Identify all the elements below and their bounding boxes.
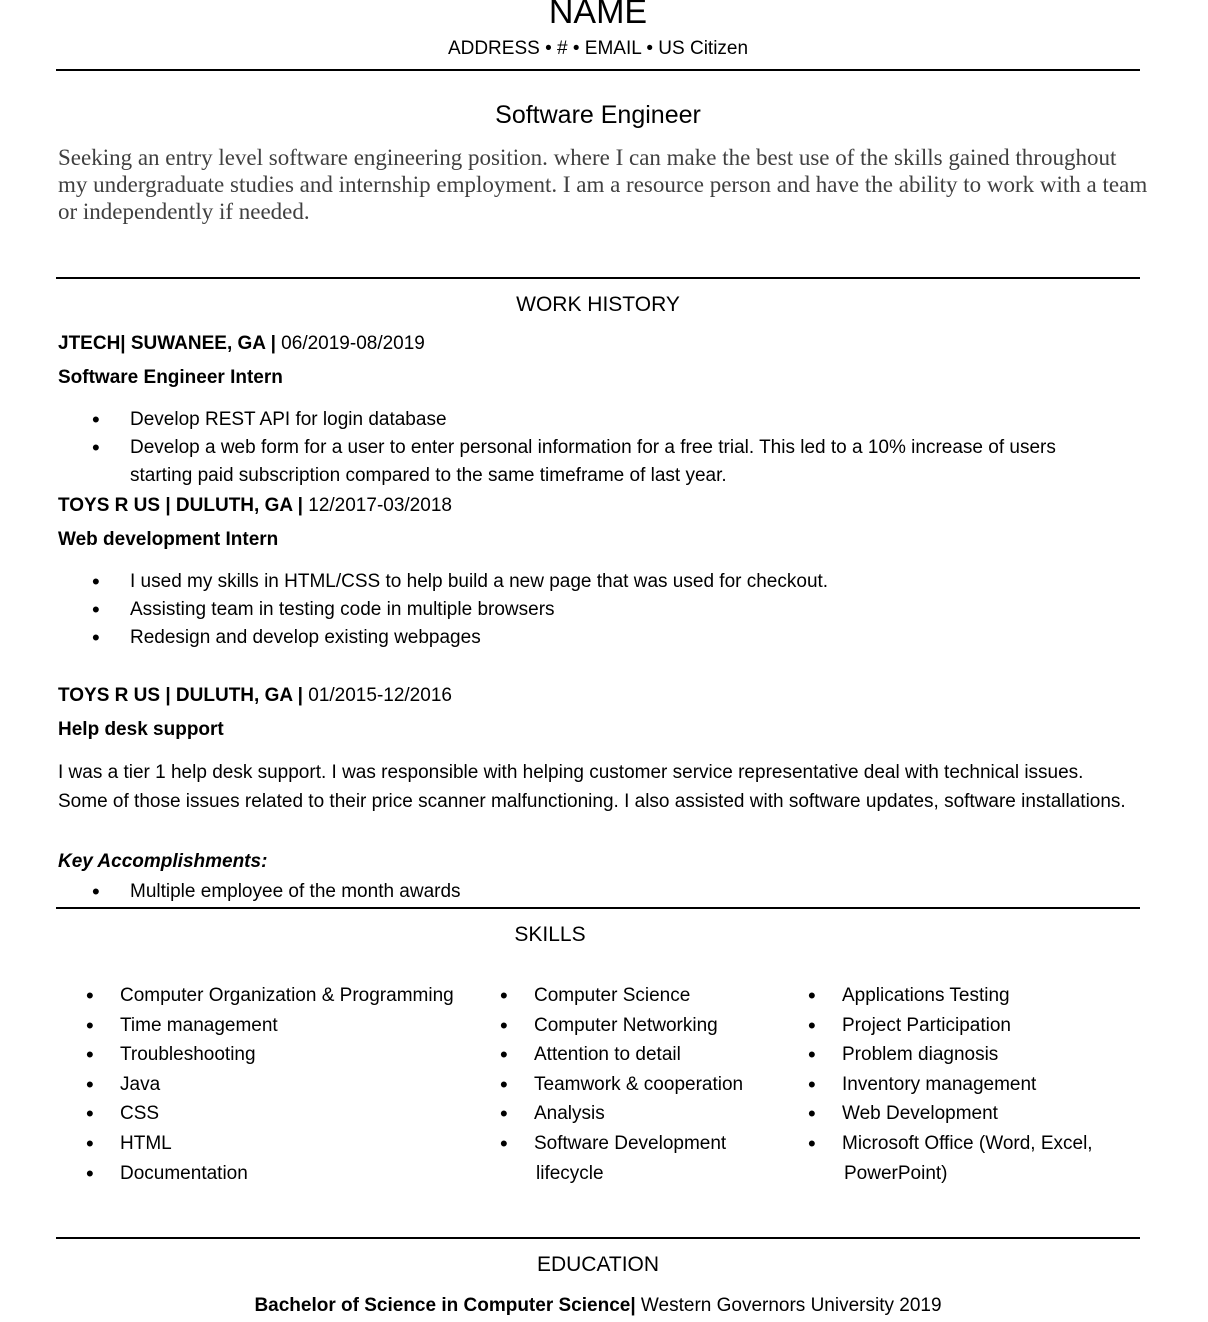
job-description: I was a tier 1 help desk support. I was responsible with helping customer service representative deal with technical issues. Some of those issues related to their price scanner malfunctioning. I also assisted with software updates, software installations. [58, 762, 1126, 812]
skill-item: • Teamwork & cooperation [500, 1070, 790, 1100]
objective-title: Software Engineer [495, 101, 701, 129]
job-company: TOYS R US | DULUTH, GA | [58, 495, 303, 516]
skill-item-continued: lifecycle [536, 1162, 604, 1184]
skill-item: • Computer Networking [500, 1011, 790, 1041]
work-history-heading: WORK HISTORY [516, 293, 680, 316]
education-school: Western Governors University 2019 [635, 1295, 942, 1316]
job-header [58, 332, 425, 356]
skill-item: • Troubleshooting [86, 1040, 486, 1070]
skill-item: • CSS [86, 1099, 486, 1129]
skill-item: • Computer Science [500, 981, 790, 1011]
skill-item: • Problem diagnosis [808, 1040, 1138, 1070]
skill-item: • Project Participation [808, 1011, 1138, 1041]
skill-item: • Documentation [86, 1159, 486, 1189]
skill-item: • Software Development [500, 1129, 790, 1159]
skills-heading: SKILLS [514, 923, 586, 946]
job-company: JTECH| SUWANEE, GA | [58, 333, 276, 354]
education-entry [0, 1294, 1196, 1318]
job-bullets [58, 406, 1090, 490]
list-item: • Develop REST API for login database [58, 406, 1090, 434]
skill-item: • HTML [86, 1129, 486, 1159]
candidate-name: NAME [548, 0, 648, 31]
divider [56, 907, 1140, 909]
job-company: TOYS R US | DULUTH, GA | [58, 685, 303, 706]
skill-item: • Inventory management [808, 1070, 1138, 1100]
education-heading: EDUCATION [536, 1253, 660, 1276]
skill-item-continued: PowerPoint) [844, 1162, 948, 1184]
job-bullets [58, 568, 1090, 652]
objective-summary: Seeking an entry level software engineering position. where I can make the best use of the skills gained throughout my undergraduate studies and internship employment. I am a resource person and have the ability to work with a team or independently if needed. [58, 145, 1148, 224]
skill-item: • Microsoft Office (Word, Excel, [808, 1129, 1138, 1159]
job-header [58, 684, 452, 708]
skills-column-2 [500, 981, 790, 1188]
skills-column-1 [86, 981, 486, 1188]
job-header [58, 494, 452, 518]
job-dates: 12/2017-03/2018 [302, 495, 452, 516]
skill-item: • Web Development [808, 1099, 1138, 1129]
skill-item: • Computer Organization & Programming [86, 981, 486, 1011]
skill-item: • Applications Testing [808, 981, 1138, 1011]
skills-column-3 [808, 981, 1138, 1188]
list-item: • Develop a web form for a user to enter personal information for a free trial. This led to a 10% increase of users starting paid subscription compared to the same timeframe of last year. [58, 434, 1090, 490]
list-item: • Redesign and develop existing webpages [58, 624, 1090, 652]
job-role: Web development Intern [58, 529, 279, 550]
list-item: • I used my skills in HTML/CSS to help build a new page that was used for checkout. [58, 568, 1090, 596]
skill-item: • Java [86, 1070, 486, 1100]
education-degree: Bachelor of Science in Computer Science| [254, 1295, 636, 1316]
accomplishments-list [58, 878, 1090, 906]
contact-line: ADDRESS • # • EMAIL • US Citizen [447, 38, 749, 59]
skill-item: • Analysis [500, 1099, 790, 1129]
divider [56, 277, 1140, 279]
skill-item: • Attention to detail [500, 1040, 790, 1070]
list-item: • Assisting team in testing code in multiple browsers [58, 596, 1090, 624]
job-role: Software Engineer Intern [58, 367, 283, 388]
accomplishments-label: Key Accomplishments: [58, 851, 268, 872]
list-item: • Multiple employee of the month awards [58, 878, 1090, 906]
divider [56, 1237, 1140, 1239]
skill-item: • Time management [86, 1011, 486, 1041]
job-dates: 06/2019-08/2019 [275, 333, 425, 354]
divider [56, 69, 1140, 71]
job-dates: 01/2015-12/2016 [302, 685, 452, 706]
job-role: Help desk support [58, 719, 224, 740]
